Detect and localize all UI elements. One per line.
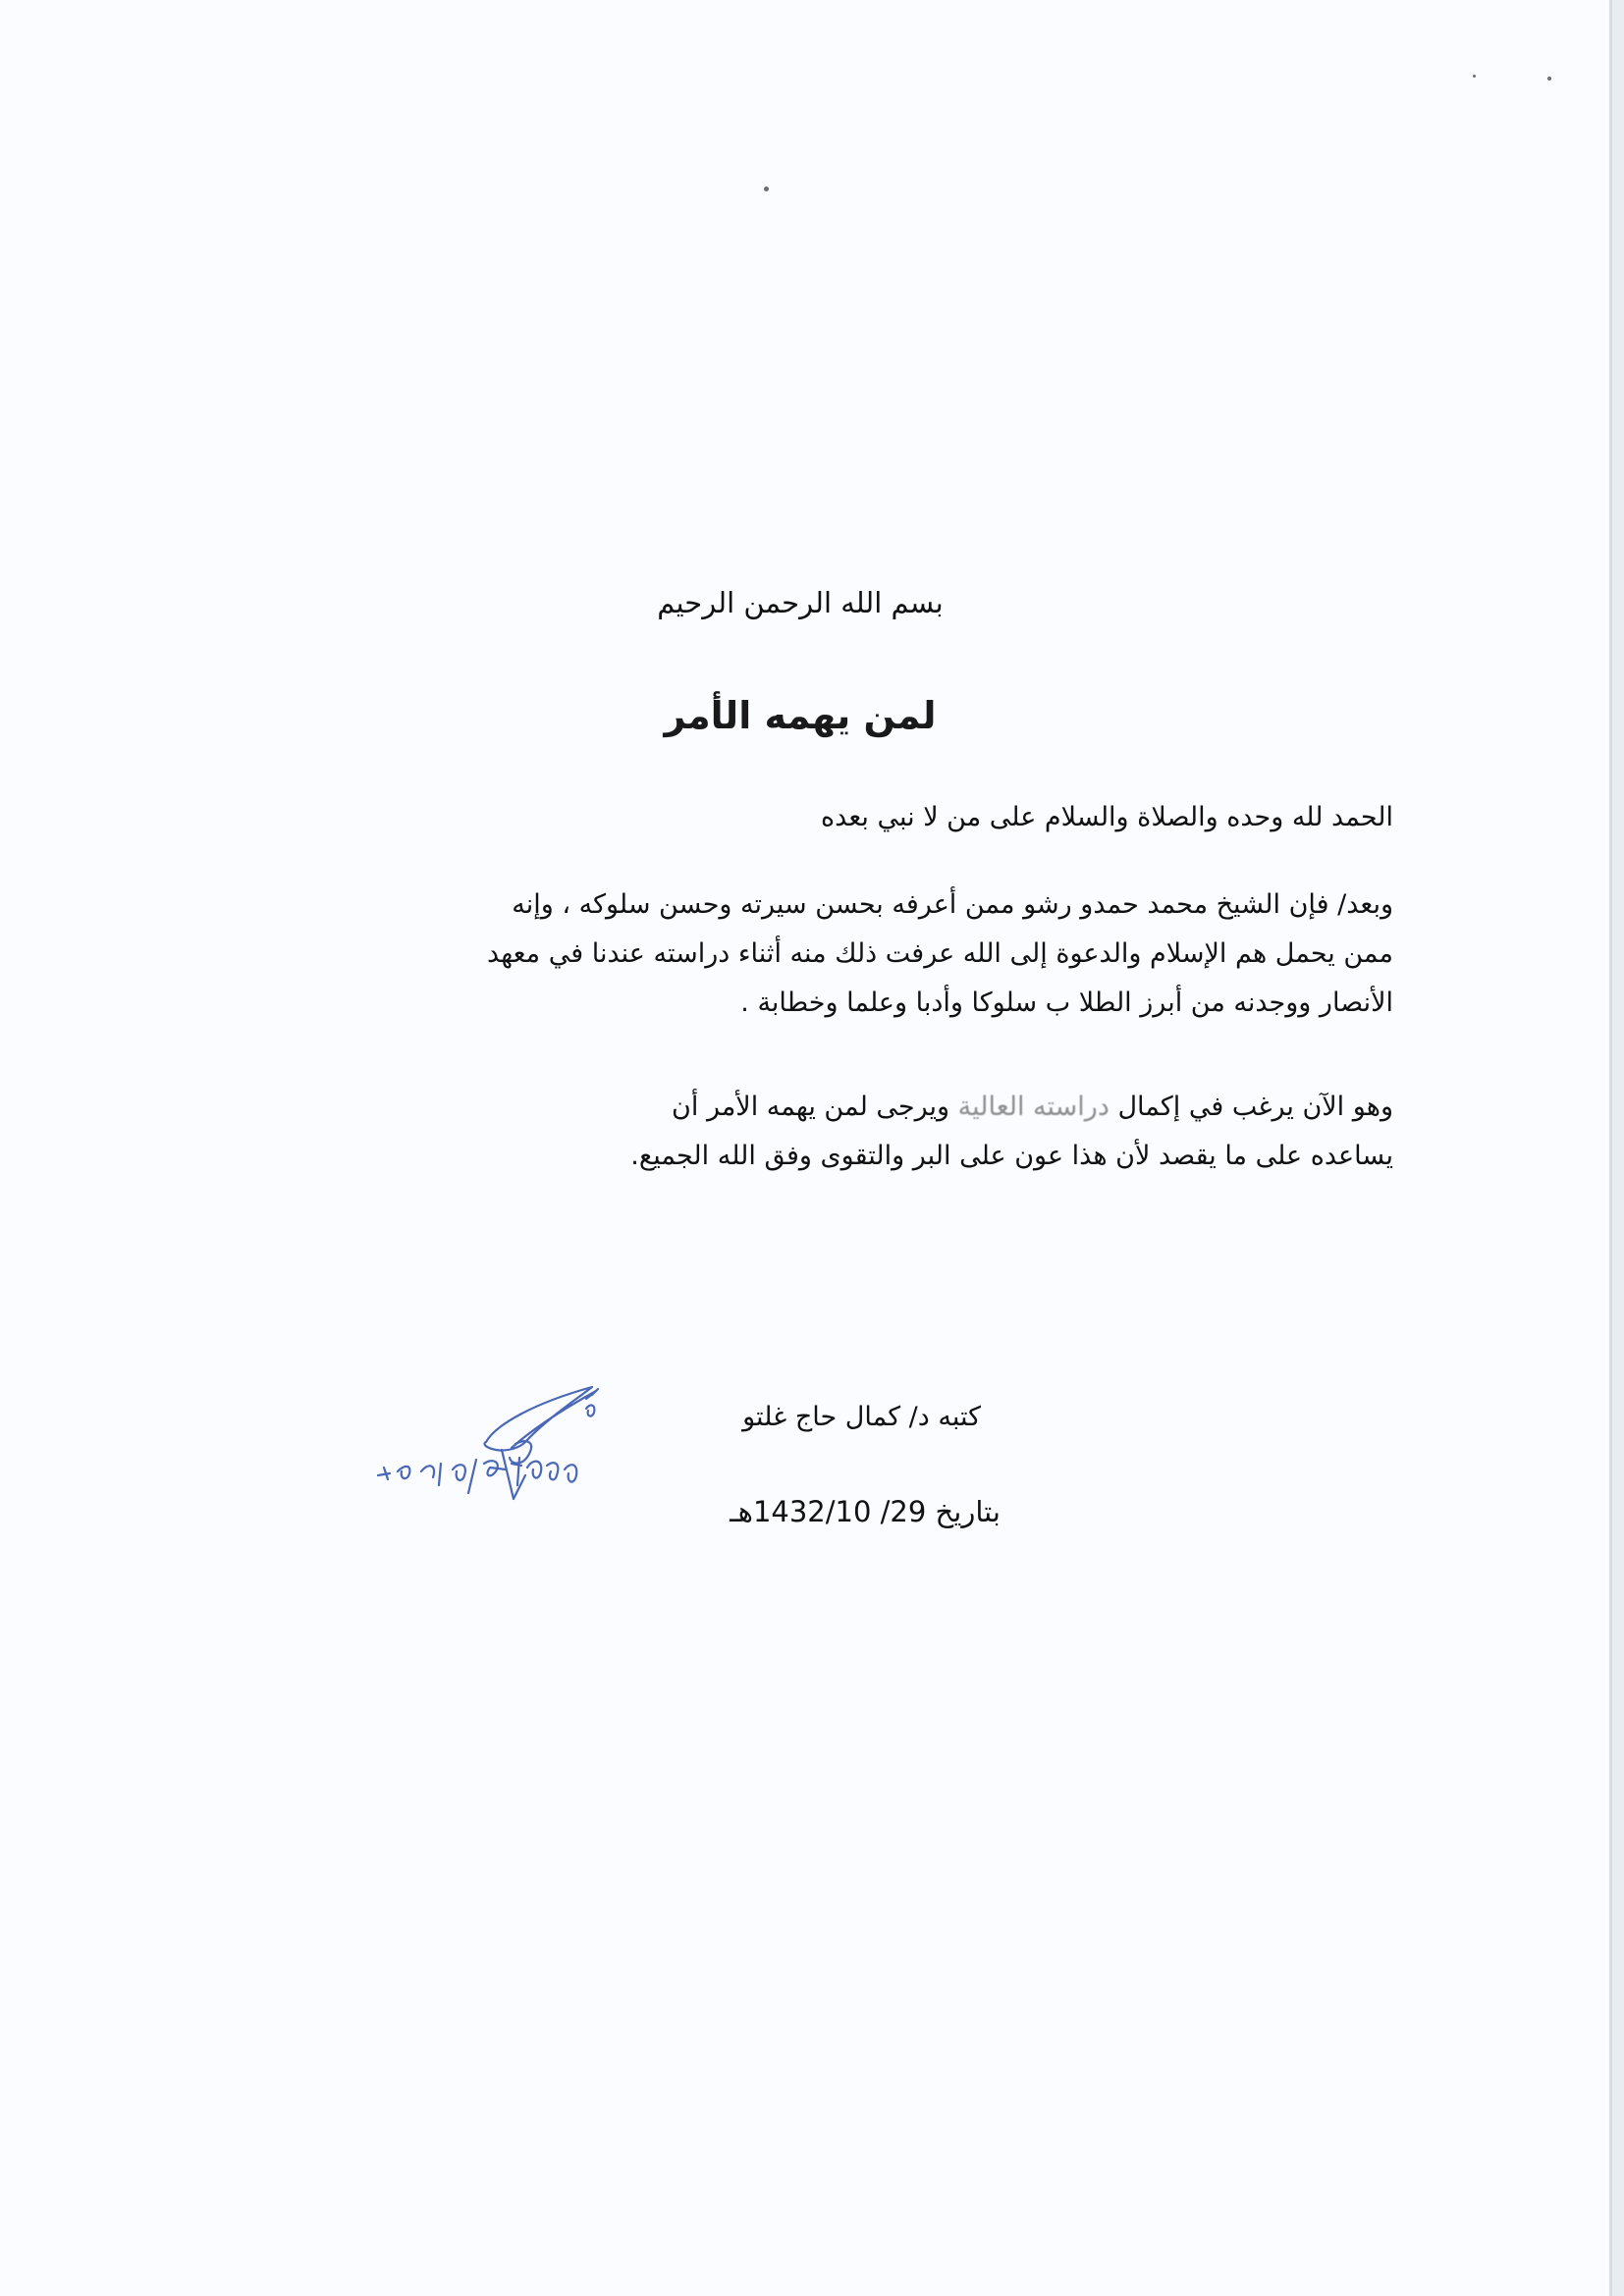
basmala: بسم الله الرحمن الرحيم <box>657 586 944 619</box>
opening-line: الحمد لله وحده والصلاة والسلام على من لا نبي بعده <box>821 802 1393 832</box>
handwritten-signature <box>339 1369 677 1526</box>
closing-line-start: وهو الآن يرغب في إكمال <box>1109 1092 1393 1122</box>
letter-title: لمن يهمه الأمر <box>664 694 937 737</box>
body-line: الأنصار ووجدنه من أبرز الطلا ب سلوكا وأدبا وعلما وخطابة . <box>740 988 1393 1018</box>
closing-line-end: ويرجى لمن يهمه الأمر أن <box>672 1092 958 1122</box>
scan-speck <box>1473 75 1476 78</box>
closing-paragraph <box>630 1083 1393 1181</box>
scan-speck <box>1547 77 1551 80</box>
signer-line: كتبه د/ كمال حاج غلتو <box>742 1402 981 1432</box>
body-line: وبعد/ فإن الشيخ محمد حمدو رشو ممن أعرفه بحسن سيرته وحسن سلوكه ، وإنه <box>512 889 1393 920</box>
scan-speck <box>764 187 769 191</box>
closing-line <box>630 1083 1393 1132</box>
body-line: ممن يحمل هم الإسلام والدعوة إلى الله عرفت ذلك منه أثناء دراسته عندنا في معهد <box>487 938 1393 969</box>
faded-handwritten-text: دراسته العالية <box>957 1092 1110 1122</box>
opening-paragraph <box>821 793 1393 842</box>
body-paragraph <box>487 881 1393 1028</box>
date-line: بتاريخ 29/ 1432/10هـ <box>730 1495 1001 1528</box>
closing-line: يساعده على ما يقصد لأن هذا عون على البر والتقوى وفق الله الجميع. <box>630 1141 1393 1171</box>
